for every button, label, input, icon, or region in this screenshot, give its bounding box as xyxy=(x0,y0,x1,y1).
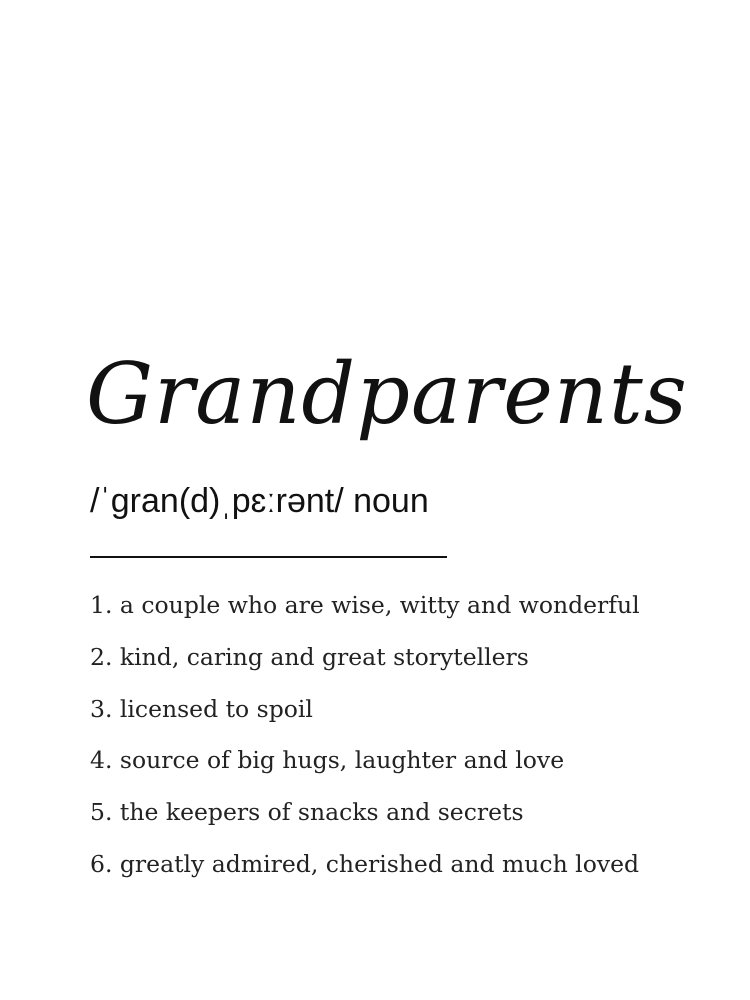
definition-item: 3. licensed to spoil xyxy=(90,694,313,723)
definition-item: 1. a couple who are wise, witty and wonderful xyxy=(90,591,640,619)
definition-item: 5. the keepers of snacks and secrets xyxy=(90,798,524,827)
definition-item: 6. greatly admired, cherished and much loved xyxy=(90,849,640,878)
poster-title: Grandparents xyxy=(86,345,688,443)
definition-item: 2. kind, caring and great storytellers xyxy=(90,642,529,671)
divider-line xyxy=(90,556,447,558)
definition-item: 4. source of big hugs, laughter and love xyxy=(90,746,565,775)
definition-list xyxy=(90,590,640,901)
pronunciation: /ˈɡran(d)ˌpɛːrənt/ noun xyxy=(90,482,429,520)
